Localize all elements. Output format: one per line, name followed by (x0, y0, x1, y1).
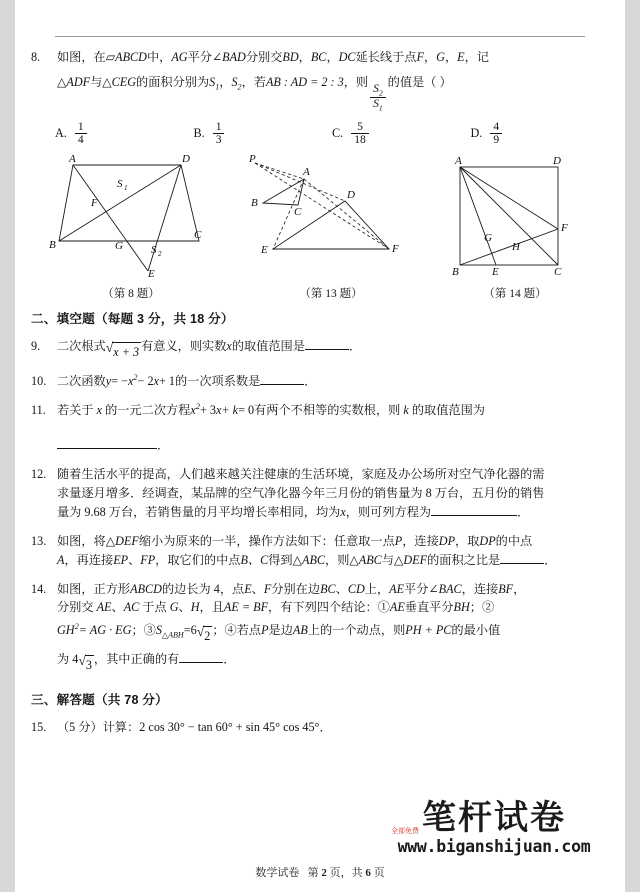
choice-c-den: 18 (351, 133, 369, 146)
q14-answer-blank[interactable] (179, 662, 223, 663)
q8-ratio-fraction (370, 83, 386, 113)
q10-text-a: 二次函数 (57, 374, 106, 389)
figure-13 (231, 153, 431, 304)
q8-area-s1: S (209, 74, 216, 89)
q14-square-abcd: ABCD (130, 581, 162, 596)
q14-l3-a: ；③ (131, 623, 156, 638)
page-content (31, 0, 609, 737)
q14-eq-ae-bf: AE = BF (223, 600, 269, 615)
question-12-line-3 (57, 503, 609, 522)
figure-14 (431, 153, 599, 304)
q9-tail: ． (348, 339, 362, 354)
q10-var-y: y (105, 374, 112, 389)
question-14-line-1 (57, 580, 609, 599)
q14-l2-a: 分别交 (57, 600, 94, 615)
q8-l2-then: ，则 (343, 74, 369, 89)
choice-b-num: 1 (215, 119, 222, 133)
question-8-choices (55, 121, 609, 146)
footer-page-unit: 页，共 (329, 867, 363, 879)
figure-8 (31, 153, 231, 304)
q14-l2-b: 于点 (142, 600, 167, 615)
choice-d-num: 4 (493, 119, 500, 133)
question-9-body (57, 337, 609, 362)
q10-eq-sign: = − (111, 374, 128, 389)
q11-answer-blank[interactable] (57, 448, 157, 449)
q14-l1-a: 如图，正方形 (57, 581, 131, 596)
choice-d-den: 9 (490, 133, 502, 146)
question-13-body (57, 532, 609, 570)
fig8-label-S2: S (151, 244, 157, 257)
question-15-body (57, 718, 609, 737)
question-14-line-4 (57, 650, 609, 675)
figure-13-caption: （第 13 题） (299, 288, 363, 301)
fig14-label-G: G (484, 232, 492, 245)
q14-radicand-3: 3 (85, 655, 94, 675)
figure-8-caption: （第 8 题） (102, 288, 160, 301)
question-11 (31, 401, 609, 455)
radical-icon: √ (105, 340, 114, 356)
q8-text-a: 如图，在 (57, 50, 106, 64)
q8-frac-den-sub: 1 (378, 103, 383, 113)
q8-text-f: ，记 (464, 50, 489, 64)
question-12-body (57, 465, 609, 522)
q13-seg-ep: EP (113, 552, 129, 567)
choice-d-value (490, 121, 502, 146)
choice-a-value (75, 121, 87, 146)
q14-l1-dot1: 、 (251, 581, 264, 596)
q11-exponent: 2 (195, 402, 200, 412)
section-3-heading: 三、解答题（共 78 分） (31, 692, 168, 707)
footer-page-label: 第 (307, 867, 319, 879)
q13-l2-b: ，再连接 (64, 552, 114, 567)
q11-var-k: k (403, 403, 409, 418)
q13-l1-a: 如图，将 (57, 533, 106, 548)
q8-l2-tail: 的值是（ ） (387, 74, 452, 89)
q14-l3-e: 的最小值 (451, 623, 501, 638)
q8-point-g: G (436, 50, 445, 64)
figure-14-caption: （第 14 题） (483, 288, 547, 301)
question-12-line-1: 随着生活水平的提高，人们越来越关注健康的生活环境，家庭及办公场所对空气净化器的需 (57, 467, 545, 482)
question-14 (31, 580, 609, 675)
q8-area-s1-sub: 1 (215, 82, 220, 92)
q8-seg-ag: AG (171, 50, 188, 64)
choice-c-label: C. (332, 125, 344, 140)
question-10-body (57, 372, 609, 391)
q14-point-g: G (169, 600, 179, 615)
fig8-label-B: B (49, 239, 56, 252)
q12-answer-blank[interactable] (431, 515, 517, 516)
question-15-number: 15. (31, 720, 47, 735)
figure-14-drawing (440, 153, 590, 278)
question-9 (31, 337, 609, 362)
q14-l1-dot2: 、 (335, 581, 348, 596)
question-8 (31, 48, 609, 113)
question-10 (31, 372, 609, 391)
question-8-number: 8. (31, 50, 41, 64)
q8-area-s2: S (231, 74, 238, 89)
fig14-label-F: F (561, 222, 568, 235)
fig8-label-C: C (194, 229, 202, 242)
q14-l2-f: ；② (469, 600, 495, 615)
q13-tri-abc-2: △ABC (349, 552, 382, 567)
q14-eq-gh: = AG · EG (78, 623, 132, 638)
q14-l2-d: ，有下列四个结论：① (268, 600, 390, 615)
choice-a[interactable] (55, 121, 194, 146)
section-2-heading: 二、填空题（每题 3 分，共 18 分） (31, 311, 234, 326)
radical-icon-2: √ (196, 624, 205, 640)
q8-parallelogram: ▱ABCD (105, 50, 147, 64)
question-14-line-3 (57, 621, 609, 646)
q8-text-d: 分别交 (245, 50, 283, 64)
question-12-number: 12. (31, 467, 47, 482)
q13-tail: ． (544, 552, 557, 567)
q9-answer-blank[interactable] (305, 349, 349, 350)
q14-area-eq: =6 (183, 623, 197, 638)
watermark (385, 798, 603, 856)
fig14-label-D: D (553, 155, 561, 168)
q8-comma-1: ， (298, 50, 311, 64)
choice-c-num: 5 (357, 119, 363, 133)
q8-seg-bd: BD (282, 50, 299, 64)
q14-sqrt-2 (197, 625, 213, 646)
fig13-label-B: B (251, 197, 258, 210)
q13-point-a: A (57, 552, 65, 567)
q10-eq-end: + 1 (158, 374, 175, 389)
q8-seg-bc: BC (310, 50, 327, 64)
fig13-label-F: F (392, 243, 399, 256)
question-14-body (57, 580, 609, 675)
q15-points: （5 分） (57, 720, 103, 735)
q8-text-c: 平分 (187, 50, 212, 64)
q14-radicand-2: 2 (203, 626, 212, 646)
choice-a-label: A. (55, 125, 67, 140)
q11-text-d: 的取值范围为 (411, 403, 485, 418)
question-14-line-2 (57, 598, 609, 617)
q13-l2-e: ，则 (325, 552, 350, 567)
question-8-line-2 (57, 73, 609, 113)
q14-seg-ac: AC (123, 600, 140, 615)
q14-seg-bf: BF (498, 581, 514, 596)
question-13-line-2 (57, 551, 609, 570)
q12-var-x: x (340, 504, 346, 519)
q13-l2-c: ，取它们的中点 (155, 552, 241, 567)
exam-page (15, 0, 625, 892)
q14-seg-ae-2: AE (96, 600, 112, 615)
footer-total-pages: 6 (365, 867, 371, 879)
q14-area-s-sub: △ABH (161, 630, 184, 640)
q14-l3-c: 是边 (268, 623, 293, 638)
fig14-label-E: E (492, 266, 499, 279)
q12-tail: ． (517, 504, 530, 519)
q10-var-x1: x (127, 374, 134, 389)
q8-angle-bad: ∠BAD (211, 50, 246, 64)
q13-l1-c: ，连接 (402, 533, 439, 548)
q13-seg-fp: FP (140, 552, 156, 567)
q14-seg-cd: CD (347, 581, 365, 596)
q13-l2-d: 得到 (268, 552, 293, 567)
q13-tri-abc: △ABC (292, 552, 326, 567)
q15-text-a: 计算： (102, 720, 140, 735)
q14-l4-a: 为 4 (57, 652, 79, 667)
q15-tail: ． (319, 720, 332, 735)
q13-l1-b: 缩小为原来的一半，操作方法如下：任意取一点 (138, 533, 395, 548)
question-12 (31, 465, 609, 522)
q13-points-bc: B、C (240, 552, 269, 567)
q8-text-e: 延长线于点 (355, 50, 417, 64)
q14-l3-b: ；④若点 (212, 623, 262, 638)
q11-tail: ． (157, 438, 170, 453)
question-13 (31, 532, 609, 570)
q14-l4-b: ，其中正确的有 (93, 652, 180, 667)
q14-point-h: H (190, 600, 200, 615)
fig8-label-S1: S (117, 178, 123, 191)
q10-text-b: 的一次项系数是 (174, 374, 261, 389)
q14-point-e: E (244, 581, 252, 596)
figures-row (31, 152, 609, 304)
q8-text-b: 中， (146, 50, 172, 64)
fig13-label-A: A (303, 166, 310, 179)
q10-var-x2: x (153, 374, 159, 389)
q13-answer-blank[interactable] (500, 563, 544, 564)
question-8-line-1 (57, 48, 609, 67)
q14-l1-d: 上， (364, 581, 390, 596)
question-8-body (57, 48, 609, 113)
q10-exponent: 2 (133, 373, 138, 383)
q14-l1-e: 平分 (404, 581, 429, 596)
fig8-label-A: A (69, 153, 76, 166)
choice-b-label: B. (193, 125, 205, 140)
choice-d[interactable] (471, 121, 610, 146)
q14-seg-ae: AE (389, 581, 405, 596)
footer-total-unit: 页 (373, 867, 385, 879)
q12-l3-b: ，则可列方程为 (345, 504, 432, 519)
fig14-label-H: H (512, 241, 520, 254)
q14-seg-ab: AB (292, 623, 308, 638)
choice-b-den: 3 (213, 133, 225, 146)
q11-eq-x2: x (215, 403, 222, 418)
q8-l2-comma2: ，若 (241, 74, 266, 89)
choice-a-num: 1 (77, 119, 84, 133)
q13-l2-g: 的面积之比是 (427, 552, 501, 567)
question-12-line-2: 求量逐月增多．经调查，某品牌的空气净化器今年三月份的销售量为 8 万台，五月份的销售 (57, 485, 545, 500)
fig13-label-E: E (261, 244, 268, 257)
q13-tri-def: △DEF (105, 533, 139, 548)
q8-l2-d: 的面积分别为 (136, 74, 210, 89)
question-14-number: 14. (31, 581, 47, 596)
q14-sqrt-3 (78, 654, 94, 675)
fig13-label-C: C (294, 206, 302, 219)
question-15 (31, 718, 609, 737)
q8-tri-ceg: △CEG (102, 74, 137, 89)
q9-radicand: x + 3 (112, 342, 141, 362)
fig8-label-S1-sub: 1 (124, 184, 128, 193)
fig8-label-S2-sub: 2 (158, 250, 162, 259)
q11-var-x: x (96, 403, 103, 418)
watermark-free-tag: 全部免费 (391, 827, 419, 835)
q14-seg-ae-3: AE (389, 600, 405, 615)
q14-point-p: P (261, 623, 269, 638)
fig14-label-C: C (554, 266, 562, 279)
q9-text-c: 的取值范围是 (231, 339, 305, 354)
fig14-label-A: A (455, 155, 462, 168)
choice-b[interactable] (194, 121, 333, 146)
question-13-number: 13. (31, 533, 47, 548)
fig13-label-P: P (249, 153, 256, 166)
q8-comma-4: ， (444, 50, 458, 64)
q13-l1-d: ，取 (455, 533, 480, 548)
q14-l2-dot2: 、 (178, 600, 191, 615)
q10-tail: ． (304, 374, 317, 389)
watermark-url: www.biganshijuan.com (397, 837, 591, 856)
q14-l1-b: 的边长为 4，点 (161, 581, 245, 596)
fig13-label-D: D (347, 189, 355, 202)
q14-expr-ph-pc: PH + PC (405, 623, 452, 638)
q8-point-e: E (457, 50, 465, 64)
q8-frac-den: S (373, 97, 379, 111)
q14-gh-exponent: 2 (74, 622, 79, 632)
q11-eq-end: = 0 (238, 403, 255, 418)
q13-l1-e: 的中点 (495, 533, 533, 548)
choice-c-value (351, 121, 369, 146)
q8-l2-b: 与 (90, 74, 103, 89)
q10-answer-blank[interactable] (260, 384, 304, 385)
q8-frac-num: S (373, 81, 379, 95)
q11-text-c: 有两个不相等的实数根，则 (254, 403, 401, 418)
q8-area-s2-sub: 2 (237, 82, 242, 92)
fig8-label-F: F (91, 197, 98, 210)
q11-text-b: 的一元二次方程 (105, 403, 191, 418)
q14-point-f: F (263, 581, 272, 596)
q8-comma-3: ， (423, 50, 437, 64)
q14-seg-bh: BH (453, 600, 470, 615)
question-11-line-2 (57, 436, 609, 455)
q13-l2-f: 与 (381, 552, 394, 567)
q13-l2-dot1: 、 (128, 552, 141, 567)
q14-l2-dot1: 、 (111, 600, 124, 615)
q14-seg-bc: BC (320, 581, 336, 596)
choice-a-den: 4 (75, 133, 87, 146)
page-footer (15, 864, 625, 880)
question-11-line-1 (57, 401, 609, 420)
question-11-number: 11. (31, 403, 46, 418)
q13-point-p: P (394, 533, 403, 548)
q14-seg-gh: GH (57, 623, 75, 638)
question-11-body (57, 401, 609, 455)
fig8-label-D: D (182, 153, 190, 166)
figure-13-drawing (241, 153, 421, 278)
fig8-label-E: E (148, 268, 155, 279)
q14-l3-d: 上的一个动点，则 (307, 623, 406, 638)
q11-text-a: 若关于 (57, 403, 94, 418)
q8-ratio: AB : AD = 2 : 3 (265, 74, 344, 89)
question-9-number: 9. (31, 339, 41, 354)
q15-expression: 2 cos 30° − tan 60° + sin 45° cos 45° (139, 720, 320, 735)
q14-l1-c: 分别在边 (271, 581, 321, 596)
q10-eq-mid: − 2 (137, 374, 154, 389)
q12-l3-a: 量为 9.68 万台，若销售量的月平均增长率相同，均为 (57, 504, 341, 519)
q9-sqrt (106, 341, 141, 362)
q8-comma-2: ， (326, 50, 339, 64)
footer-subject: 数学试卷 (255, 867, 300, 879)
q9-text-a: 二次根式 (57, 339, 106, 354)
q14-area-s: S (155, 623, 162, 638)
q14-l2-e: 垂直平分 (404, 600, 454, 615)
q13-seg-dp: DP (438, 533, 456, 548)
q8-seg-dc: DC (338, 50, 356, 64)
watermark-brand: 笔杆试卷 (422, 798, 566, 838)
q8-point-f: F (416, 50, 424, 64)
footer-page-number: 2 (321, 867, 327, 879)
fig14-label-B: B (452, 266, 459, 279)
choice-b-value (213, 121, 225, 146)
q13-seg-dp-2: DP (479, 533, 496, 548)
q11-eq-mid: + 3 (199, 403, 216, 418)
choice-d-label: D. (470, 125, 483, 140)
q14-l1-g: ， (513, 581, 526, 596)
q8-tri-adf: △ADF (57, 74, 91, 89)
q14-l2-c: ，且 (199, 600, 224, 615)
q14-tail: ． (223, 652, 236, 667)
choice-c[interactable] (332, 121, 471, 146)
q11-eq-x: x (190, 403, 196, 418)
q9-text-b: 有意义，则实数 (141, 339, 227, 354)
radical-icon-3: √ (78, 653, 86, 669)
q13-tri-def-2: △DEF (394, 552, 428, 567)
question-10-number: 10. (31, 374, 47, 389)
q8-l2-comma1: ， (219, 74, 232, 89)
q11-eq-k: + k (221, 403, 239, 418)
question-13-line-1 (57, 532, 609, 551)
q9-var-x: x (226, 339, 232, 354)
fig8-label-G: G (115, 240, 123, 253)
q8-frac-num-sub: 2 (378, 88, 383, 98)
q14-l1-f: ，连接 (461, 581, 499, 596)
q14-angle-bac: ∠BAC (428, 581, 462, 596)
figure-8-drawing (41, 153, 221, 278)
